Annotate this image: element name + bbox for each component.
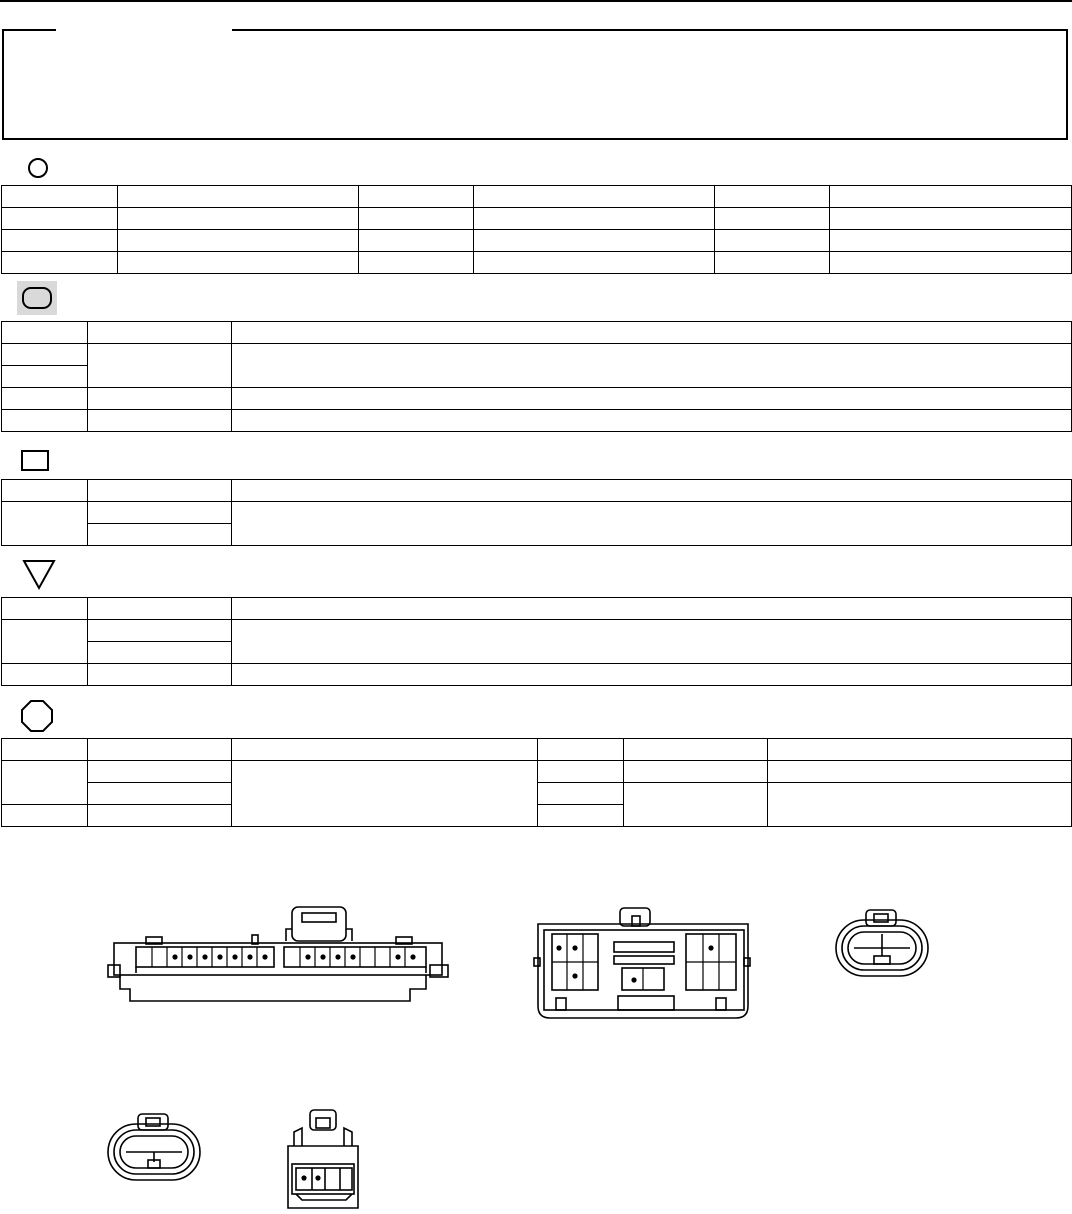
- table-cell: [88, 598, 232, 620]
- table-cell: [2, 344, 88, 366]
- rounded-rect-section-table: [1, 321, 1072, 432]
- table-cell: [2, 761, 88, 805]
- table-cell: [768, 739, 1072, 761]
- table-cell: [538, 783, 624, 805]
- table-cell: [474, 208, 715, 230]
- table-cell: [474, 186, 715, 208]
- table-cell: [118, 186, 359, 208]
- small-three-pin-connector-icon: [282, 1108, 364, 1212]
- triangle-symbol-icon: [22, 558, 56, 592]
- table-row: [2, 620, 1072, 642]
- table-cell: [88, 739, 232, 761]
- table-cell: [715, 252, 830, 274]
- table-row: [2, 186, 1072, 208]
- block-multi-pin-connector-icon: [530, 906, 756, 1024]
- table-cell: [768, 761, 1072, 783]
- oval-two-pin-connector-icon: [106, 1112, 202, 1182]
- header-label-gap: [56, 27, 232, 32]
- table-row: [2, 388, 1072, 410]
- square-symbol-icon: [20, 449, 50, 473]
- table-cell: [2, 664, 88, 686]
- long-multi-pin-connector-icon: [106, 905, 452, 1005]
- table-cell: [2, 322, 88, 344]
- table-cell: [715, 208, 830, 230]
- table-cell: [2, 208, 118, 230]
- table-cell: [88, 620, 232, 642]
- table-cell: [88, 410, 232, 432]
- table-cell: [88, 502, 232, 524]
- square-section-table: [1, 479, 1072, 546]
- table-cell: [715, 230, 830, 252]
- table-row: [2, 761, 1072, 783]
- table-cell: [359, 186, 474, 208]
- table-cell: [359, 230, 474, 252]
- table-cell: [2, 739, 88, 761]
- table-cell: [88, 322, 232, 344]
- table-cell: [88, 761, 232, 783]
- table-row: [2, 208, 1072, 230]
- table-cell: [88, 524, 232, 546]
- octagon-section-table: [1, 738, 1072, 827]
- table-cell: [232, 598, 1072, 620]
- table-row: [2, 230, 1072, 252]
- table-cell: [715, 186, 830, 208]
- table-row: [2, 739, 1072, 761]
- table-cell: [232, 761, 538, 827]
- table-row: [2, 410, 1072, 432]
- table-cell: [88, 783, 232, 805]
- table-row: [2, 664, 1072, 686]
- table-row: [2, 252, 1072, 274]
- table-cell: [88, 388, 232, 410]
- table-cell: [2, 502, 88, 546]
- table-cell: [88, 805, 232, 827]
- table-cell: [830, 186, 1072, 208]
- rounded-rect-symbol-icon: [17, 281, 57, 315]
- table-cell: [538, 761, 624, 783]
- table-cell: [624, 761, 768, 783]
- table-cell: [359, 252, 474, 274]
- table-cell: [232, 344, 1072, 388]
- table-cell: [768, 783, 1072, 827]
- table-cell: [2, 480, 88, 502]
- table-cell: [118, 230, 359, 252]
- top-rule: [0, 0, 1072, 2]
- table-cell: [474, 252, 715, 274]
- table-cell: [2, 620, 88, 664]
- table-cell: [118, 252, 359, 274]
- table-cell: [538, 739, 624, 761]
- table-cell: [232, 502, 1072, 546]
- table-cell: [2, 186, 118, 208]
- table-cell: [624, 783, 768, 827]
- table-cell: [538, 805, 624, 827]
- table-cell: [232, 480, 1072, 502]
- table-cell: [232, 410, 1072, 432]
- table-cell: [232, 620, 1072, 664]
- table-cell: [830, 252, 1072, 274]
- table-cell: [830, 208, 1072, 230]
- table-row: [2, 322, 1072, 344]
- table-cell: [88, 344, 232, 388]
- table-row: [2, 480, 1072, 502]
- table-row: [2, 598, 1072, 620]
- table-cell: [2, 805, 88, 827]
- table-cell: [474, 230, 715, 252]
- table-cell: [359, 208, 474, 230]
- table-row: [2, 344, 1072, 366]
- table-cell: [830, 230, 1072, 252]
- header-box: [2, 29, 1068, 140]
- table-cell: [2, 252, 118, 274]
- table-cell: [88, 480, 232, 502]
- table-cell: [118, 208, 359, 230]
- table-cell: [624, 739, 768, 761]
- circle-section-table: [1, 185, 1072, 274]
- table-cell: [88, 664, 232, 686]
- table-cell: [2, 598, 88, 620]
- table-cell: [232, 388, 1072, 410]
- octagon-symbol-icon: [19, 699, 55, 733]
- table-cell: [2, 366, 88, 388]
- table-cell: [88, 642, 232, 664]
- table-cell: [232, 739, 538, 761]
- table-cell: [232, 322, 1072, 344]
- circle-symbol-icon: [26, 156, 50, 180]
- table-cell: [232, 664, 1072, 686]
- table-cell: [2, 410, 88, 432]
- table-cell: [2, 388, 88, 410]
- oval-two-pin-connector-icon: [834, 908, 930, 978]
- triangle-section-table: [1, 597, 1072, 686]
- table-cell: [2, 230, 118, 252]
- table-row: [2, 502, 1072, 524]
